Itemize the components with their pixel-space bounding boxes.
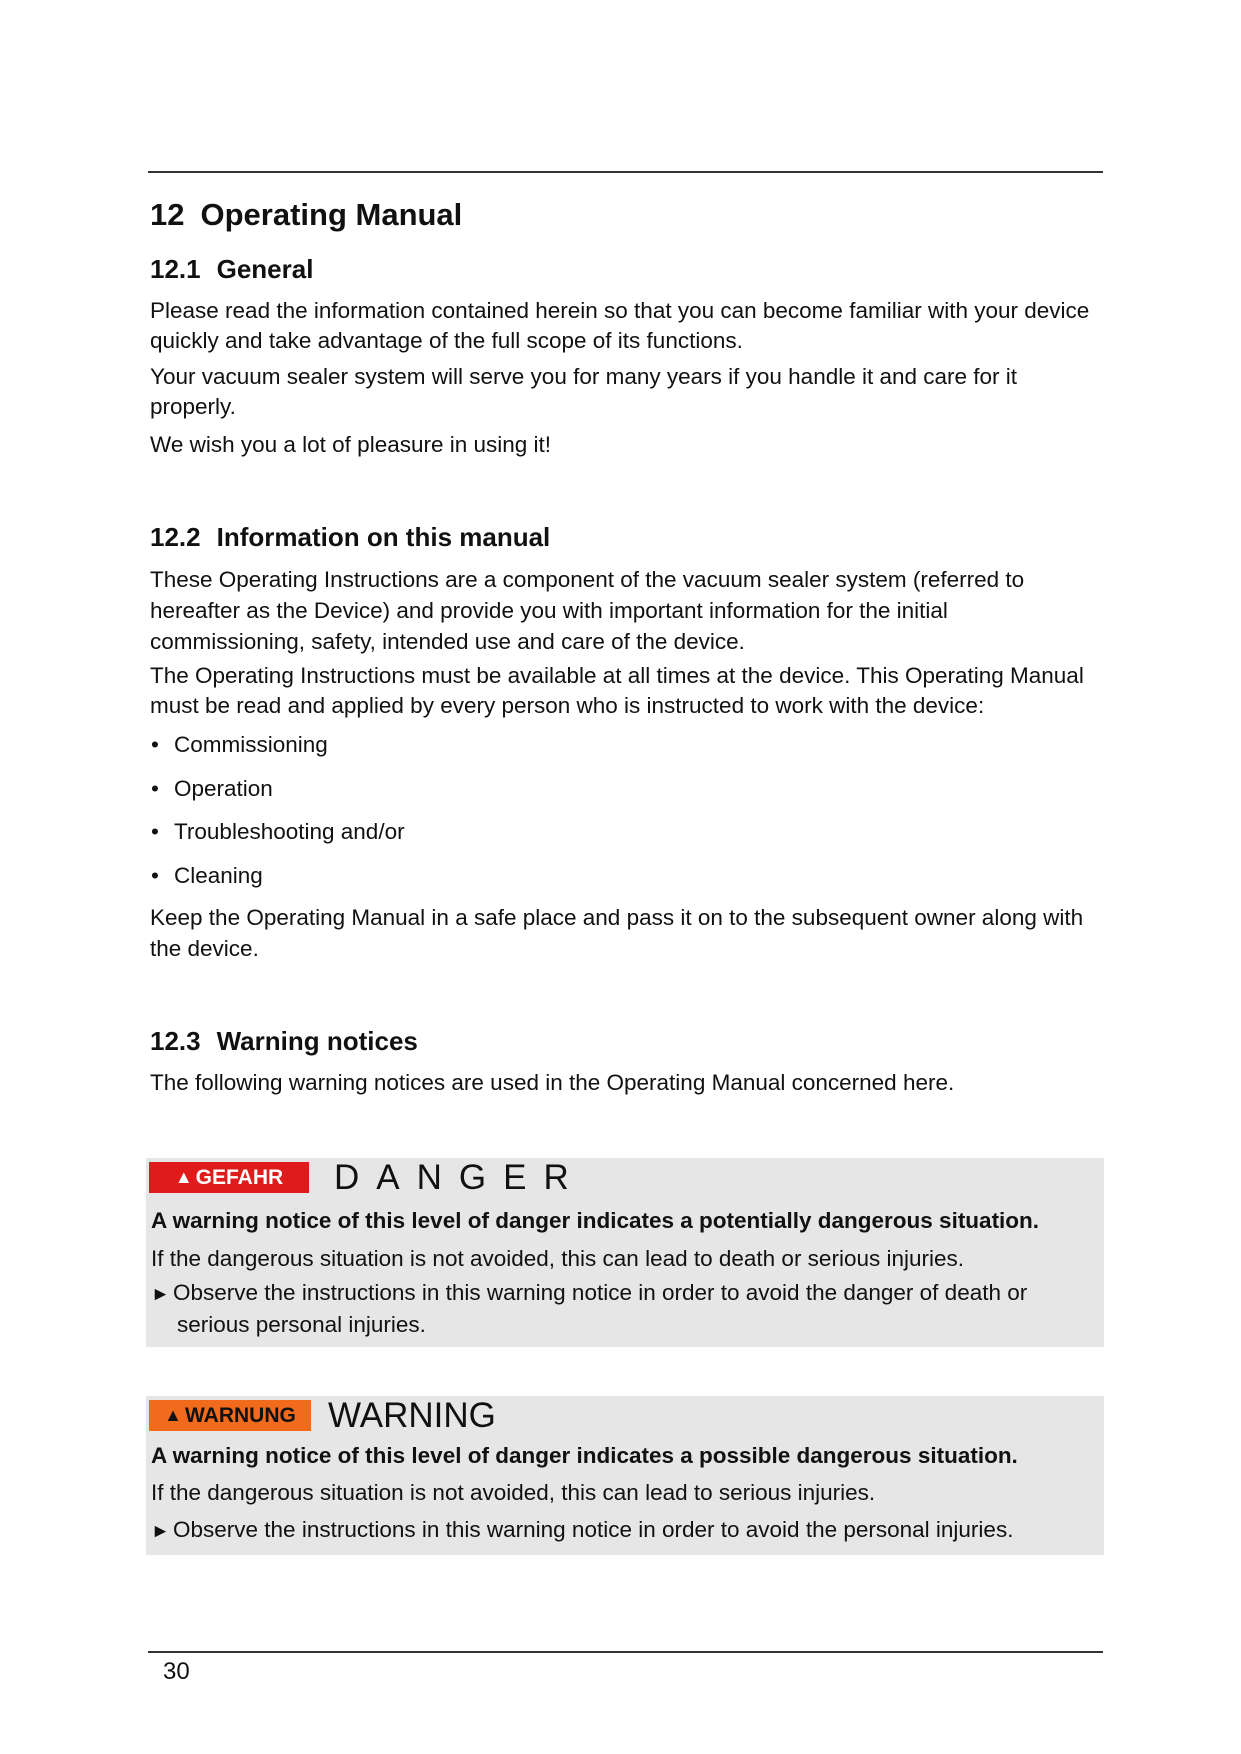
paragraph: Keep the Operating Manual in a safe place and pass it on to the subsequent owner along with the device. bbox=[150, 905, 1084, 961]
notice-step bbox=[151, 1515, 1096, 1547]
notice-bold-text: A warning notice of this level of danger indicates a possible dangerous situation. bbox=[151, 1443, 1018, 1468]
section-title-text: Warning notices bbox=[216, 1026, 418, 1056]
section-title-text: Information on this manual bbox=[216, 522, 551, 552]
step-text-continued: serious personal injuries. bbox=[177, 1312, 426, 1337]
activity-list bbox=[150, 730, 1100, 891]
paragraph: Please read the information contained herein so that you can become familiar with your device quickly and take advantage of the full scope of its functions. bbox=[150, 298, 1090, 353]
section-title-general bbox=[150, 252, 1100, 286]
badge-label: GEFAHR bbox=[195, 1166, 284, 1189]
footer-rule bbox=[148, 1651, 1103, 1653]
section-title-text: General bbox=[216, 254, 314, 284]
warning-triangle-icon: ▲ bbox=[174, 1167, 193, 1187]
section-number: 12.1 bbox=[150, 254, 201, 284]
section-number: 12.2 bbox=[150, 522, 201, 552]
section-number: 12.3 bbox=[150, 1026, 201, 1056]
paragraph: The following warning notices are used in the Operating Manual concerned here. bbox=[150, 1070, 955, 1095]
signal-word-warning: WARNING bbox=[328, 1396, 496, 1435]
paragraph: Your vacuum sealer system will serve you for many years if you handle it and care for it properly. bbox=[150, 364, 1018, 419]
danger-notice bbox=[146, 1158, 1104, 1347]
list-item: • Operation bbox=[150, 774, 1100, 804]
list-item: • Cleaning bbox=[150, 861, 1100, 891]
step-text: Observe the instructions in this warning notice in order to avoid the danger of death or bbox=[173, 1280, 1028, 1305]
page-number: 30 bbox=[163, 1658, 190, 1685]
list-item: • Troubleshooting and/or bbox=[150, 817, 1100, 847]
notice-text: If the dangerous situation is not avoided, this can lead to death or serious injuries. bbox=[151, 1246, 964, 1271]
paragraph: These Operating Instructions are a component of the vacuum sealer system (referred to hereafter as the Device) and provide you with important information for the initial commissioning, safety, intended use and care of the device. bbox=[150, 567, 1025, 654]
step-text: Observe the instructions in this warning notice in order to avoid the personal injuries. bbox=[173, 1517, 1014, 1542]
section-title-warning-notices bbox=[150, 1024, 1100, 1058]
section-title-information bbox=[150, 520, 1100, 554]
arrow-right-icon: ► bbox=[151, 1284, 170, 1305]
list-item: • Commissioning bbox=[150, 730, 1100, 760]
badge-label: WARNUNG bbox=[185, 1404, 296, 1427]
notice-text: If the dangerous situation is not avoided, this can lead to serious injuries. bbox=[151, 1480, 876, 1505]
warning-triangle-icon: ▲ bbox=[164, 1405, 182, 1425]
notice-step bbox=[151, 1278, 1096, 1340]
chapter-number: 12 bbox=[150, 197, 185, 232]
chapter-title bbox=[150, 195, 1100, 235]
chapter-title-text: Operating Manual bbox=[200, 197, 463, 232]
paragraph: We wish you a lot of pleasure in using it! bbox=[150, 432, 552, 457]
header-rule bbox=[148, 171, 1103, 173]
notice-bold-text: A warning notice of this level of danger indicates a potentially dangerous situation. bbox=[151, 1208, 1040, 1233]
document-body bbox=[150, 195, 1100, 1098]
arrow-right-icon: ► bbox=[151, 1521, 170, 1542]
warning-notice bbox=[146, 1396, 1104, 1555]
gefahr-badge bbox=[149, 1162, 309, 1193]
paragraph: The Operating Instructions must be available at all times at the device. This Operating Manual must be read and applied by every person who is instructed to work with the device: bbox=[150, 663, 1084, 718]
signal-word-danger: DANGER bbox=[334, 1158, 586, 1197]
warnung-badge bbox=[149, 1400, 311, 1431]
